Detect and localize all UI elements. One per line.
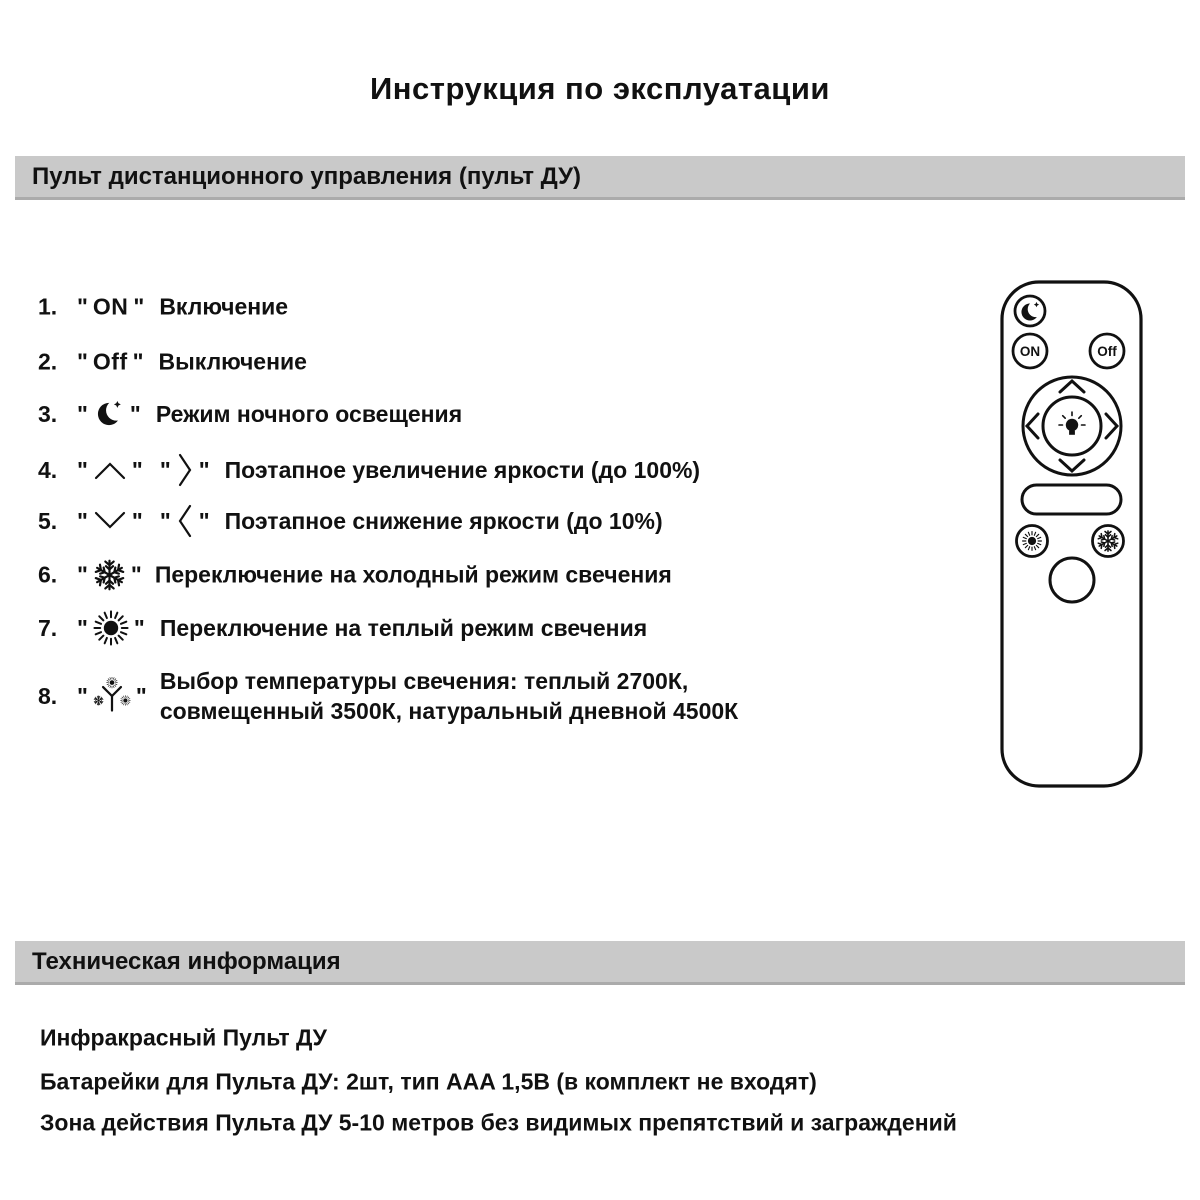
quote-mark: " [77,456,88,483]
quote-mark: " [77,348,88,375]
instruction-item-3 [38,398,462,430]
quote-mark: " [77,293,88,320]
item-number: 3. [38,400,58,427]
angle-right-icon [176,451,194,489]
chevron-up-icon [93,459,127,481]
item-text: Выключение [158,348,307,375]
item-number: 4. [38,456,58,483]
remote-control-drawing [1000,280,1143,788]
tech-info-line: Инфракрасный Пульт ДУ [40,1024,327,1051]
item-number: 1. [38,293,58,320]
angle-left-icon [176,502,194,540]
item-text: Поэтапное увеличение яркости (до 100%) [224,456,701,483]
instruction-item-7 [38,610,647,646]
quote-mark: " [130,561,142,588]
item-number: 7. [38,614,58,641]
section-header-tech-label: Техническая информация [32,947,341,975]
item-text: Включение [159,293,289,320]
quote-mark: " [133,293,145,320]
quote-mark: " [129,400,141,427]
moon-icon [93,398,125,430]
tech-info-line: Батарейки для Пульта ДУ: 2шт, тип AAA 1,5В (в комплект не входят) [40,1068,817,1095]
quote-mark: " [77,682,88,709]
quote-mark: " [198,507,210,534]
remote-on-label: ON [1019,344,1041,359]
quote-mark: " [131,456,143,483]
section-header-tech [15,941,1185,985]
item-number: 8. [38,682,58,709]
item-number: 6. [38,561,58,588]
sun-icon [1023,532,1042,551]
instruction-item-1 [38,294,288,321]
item-number: 2. [38,348,58,375]
page-title: Инструкция по эксплуатации [370,71,830,106]
quote-mark: " [77,400,88,427]
item-number: 5. [38,507,58,534]
temperature-select-icon [93,677,131,715]
item-text: Выбор температуры свечения: теплый 2700К, совмещенный 3500К, натуральный дневной 4500К [159,668,739,724]
on-button-label: ON [92,293,129,320]
instruction-item-4 [38,451,700,489]
quote-mark: " [135,682,147,709]
quote-mark: " [77,614,88,641]
off-button-label: Off [92,348,128,375]
chevron-down-icon [93,510,127,532]
instruction-item-5 [38,502,663,540]
sun-icon [93,610,129,646]
quote-mark: " [77,507,88,534]
section-header-remote [15,156,1185,200]
quote-mark: " [77,561,88,588]
quote-mark: " [133,614,145,641]
instruction-item-6 [38,559,672,592]
item-text: Переключение на теплый режим свечения [159,614,648,641]
snowflake-icon [93,559,126,592]
item-text: Переключение на холодный режим свечения [154,561,672,588]
quote-mark: " [159,507,171,534]
quote-mark: " [159,456,171,483]
instruction-item-2 [38,349,307,376]
item-text: Режим ночного освещения [155,400,463,427]
remote-off-label: Off [1097,344,1117,359]
section-header-remote-label: Пульт дистанционного управления (пульт ДУ) [32,162,581,190]
tech-info-line: Зона действия Пульта ДУ 5-10 метров без видимых препятствий и заграждений [40,1109,957,1136]
quote-mark: " [132,348,144,375]
instruction-item-8 [38,666,738,726]
remote-pill-button [1022,485,1121,514]
quote-mark: " [131,507,143,534]
item-text: Поэтапное снижение яркости (до 10%) [224,507,663,534]
quote-mark: " [198,456,210,483]
